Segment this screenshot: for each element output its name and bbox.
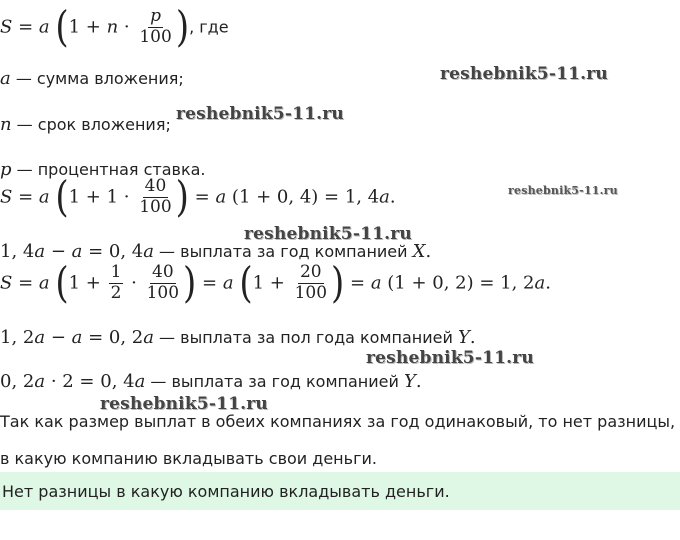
- fraction-numerator: 1: [110, 262, 122, 282]
- pay-x-expr: 1, 4: [0, 241, 35, 262]
- fraction-denominator: 2: [110, 282, 122, 303]
- formula-eq: =: [12, 186, 39, 208]
- fraction-40-100: [145, 264, 181, 303]
- fraction-numerator: 20: [299, 262, 322, 282]
- calc-y-a: a: [222, 272, 234, 294]
- formula-a: a: [38, 16, 50, 38]
- pay-x-a2: a: [71, 241, 83, 262]
- calc-y-dot: ·: [125, 272, 143, 294]
- pay-y-year-expr: 0, 2: [0, 371, 35, 392]
- formula-a: a: [38, 186, 50, 208]
- watermark: reshebnik5-11.ru: [176, 104, 344, 124]
- pay-y-half-text: — выплата за пол года компанией: [153, 328, 458, 347]
- formula-s: S: [0, 16, 13, 38]
- fraction-numerator: 40: [144, 176, 167, 196]
- def-text: — срок вложения;: [11, 115, 171, 134]
- def-text: — сумма вложения;: [10, 69, 184, 88]
- pay-y-half-end: .: [469, 327, 476, 348]
- def-symbol: n: [0, 114, 12, 135]
- fraction-p-100: [137, 8, 173, 47]
- fraction-denominator: 100: [294, 282, 328, 303]
- fraction-denominator: 100: [139, 196, 172, 217]
- conclusion-line-1: Так как размер выплат в обеих компаниях за год одинаковый, то нет разницы,: [0, 412, 676, 431]
- fraction-denominator: 100: [146, 282, 180, 303]
- pay-y-year-a1: a: [34, 371, 46, 392]
- pay-x-company: X: [412, 241, 426, 262]
- def-symbol: p: [0, 159, 12, 180]
- calc-x-pre: 1 + 1 ·: [68, 186, 136, 208]
- paren-close: ): [175, 2, 190, 53]
- calc-x-a: a: [215, 186, 227, 208]
- watermark: reshebnik5-11.ru: [440, 64, 608, 84]
- calc-x-post: =: [188, 186, 216, 208]
- paren-open: (: [55, 258, 69, 309]
- pay-y-year-line: [0, 371, 422, 392]
- paren-close: ): [331, 258, 345, 309]
- def-n: [0, 114, 171, 135]
- calc-x-line: [0, 172, 396, 223]
- watermark: reshebnik5-11.ru: [508, 184, 618, 197]
- pay-y-half-mid2: = 0, 2: [82, 327, 144, 348]
- calc-y-line: [0, 258, 551, 309]
- answer-box: [0, 472, 680, 510]
- calc-y-eq2: =: [344, 272, 371, 294]
- pay-x-a3: a: [143, 241, 154, 262]
- formula-one: 1 +: [68, 16, 107, 38]
- pay-y-year-end: .: [415, 371, 422, 392]
- pay-y-half-a3: a: [143, 327, 154, 348]
- pay-y-half-mid: −: [45, 327, 72, 348]
- formula-line: [0, 2, 229, 53]
- pay-y-year-text: — выплата за год компанией: [145, 372, 404, 391]
- pay-y-year-company: Y: [403, 371, 416, 392]
- conclusion-line-2: в какую компанию вкладывать свои деньги.: [0, 449, 377, 468]
- watermark: reshebnik5-11.ru: [244, 224, 412, 244]
- fraction-20-100: [293, 264, 329, 303]
- def-text: — процентная ставка.: [11, 160, 206, 179]
- calc-y-a2: a: [370, 272, 382, 294]
- watermark: reshebnik5-11.ru: [100, 394, 268, 414]
- fraction-40-100: [137, 178, 173, 217]
- paren-open: (: [239, 258, 253, 309]
- pay-x-mid: −: [45, 241, 72, 262]
- answer-text: Нет разницы в какую компанию вкладывать деньги.: [2, 482, 450, 501]
- calc-y-one2: 1 +: [252, 272, 291, 294]
- calc-y-a3: a: [534, 272, 546, 294]
- calc-x-a2: a: [379, 186, 390, 208]
- calc-y-end: .: [545, 272, 551, 294]
- def-symbol: a: [0, 68, 11, 89]
- def-a: [0, 68, 184, 89]
- pay-x-text: — выплата за год компанией: [153, 242, 413, 261]
- pay-y-year-a2: a: [134, 371, 146, 392]
- calc-y-one: 1 +: [68, 272, 107, 294]
- paren-open: (: [55, 2, 69, 53]
- calc-y-rest: (1 + 0, 2) = 1, 2: [381, 272, 535, 294]
- calc-y-eq: =: [196, 272, 223, 294]
- formula-dot: ·: [118, 16, 136, 38]
- formula-n: n: [106, 16, 119, 38]
- paren-open: (: [55, 172, 69, 223]
- formula-gde: , где: [189, 17, 229, 37]
- pay-y-year-mid: · 2 = 0, 4: [45, 371, 135, 392]
- pay-y-half-a1: a: [34, 327, 46, 348]
- pay-y-half-company: Y: [458, 327, 470, 348]
- pay-x-a1: a: [34, 241, 46, 262]
- calc-x-end: .: [389, 186, 396, 208]
- paren-close: ): [183, 258, 197, 309]
- pay-y-half-a2: a: [71, 327, 83, 348]
- paren-close: ): [175, 172, 189, 223]
- formula-eq: =: [12, 16, 39, 38]
- watermark: reshebnik5-11.ru: [366, 348, 534, 368]
- fraction-numerator: p: [150, 6, 162, 26]
- formula-s: S: [0, 186, 13, 208]
- fraction-1-2: [109, 264, 124, 303]
- formula-s: S: [0, 272, 13, 294]
- formula-a: a: [38, 272, 50, 294]
- pay-y-half-line: [0, 327, 476, 348]
- pay-x-mid2: = 0, 4: [82, 241, 144, 262]
- fraction-denominator: 100: [139, 26, 172, 47]
- formula-eq: =: [12, 272, 39, 294]
- pay-y-half-expr: 1, 2: [0, 327, 35, 348]
- calc-x-rest: (1 + 0, 4) = 1, 4: [226, 186, 380, 208]
- fraction-numerator: 40: [152, 262, 174, 282]
- pay-x-end: .: [425, 241, 432, 262]
